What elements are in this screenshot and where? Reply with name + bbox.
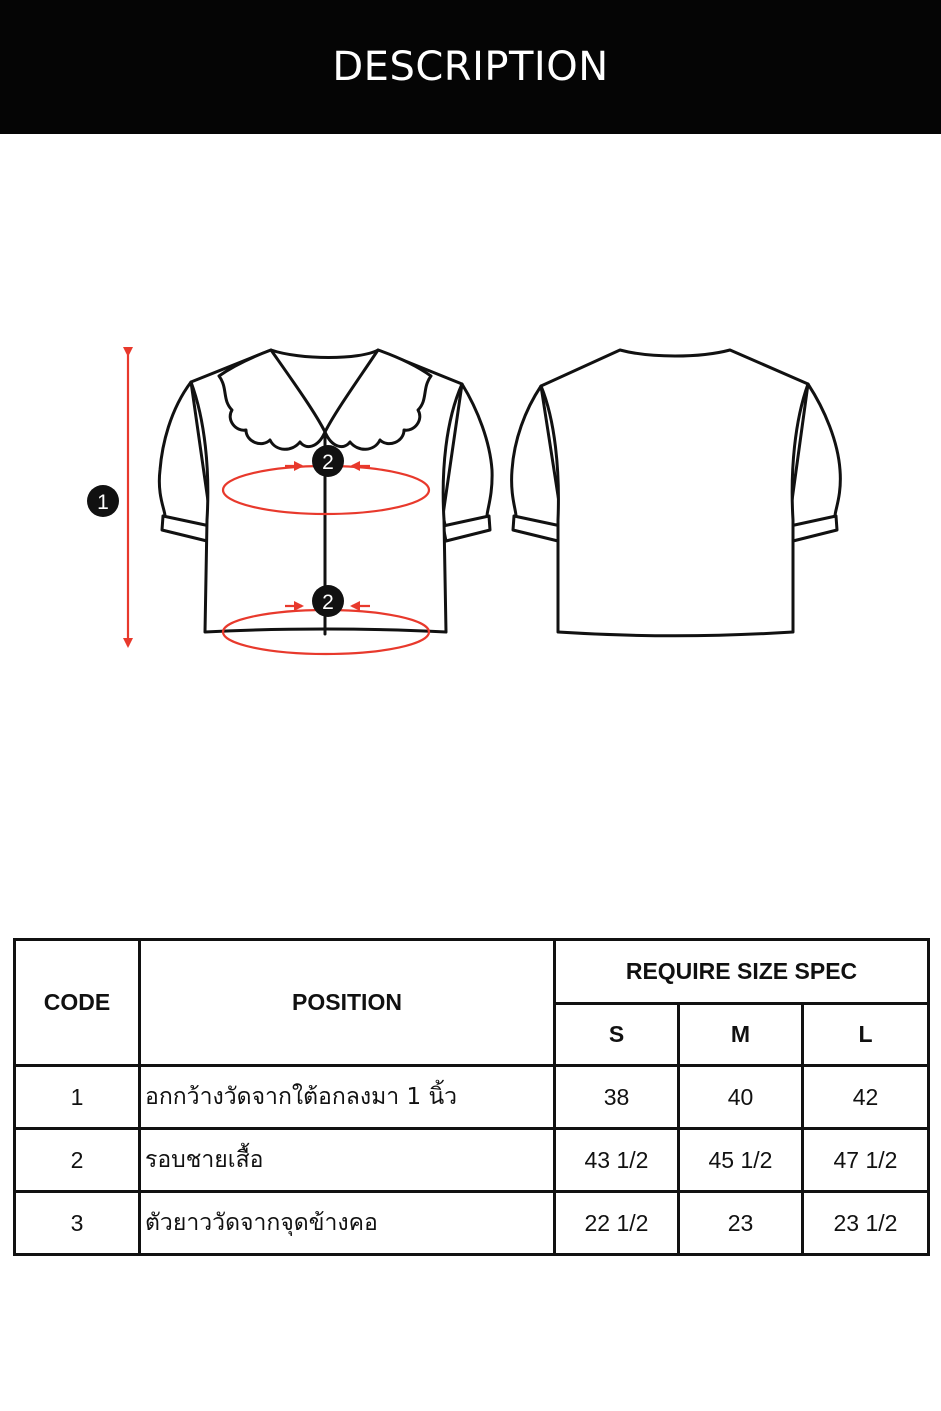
code-header: CODE [15,940,140,1066]
position-cell: ตัวยาววัดจากจุดข้างคอ [140,1192,555,1255]
size-l-cell: 42 [803,1066,929,1129]
position-cell: อกกว้างวัดจากใต้อกลงมา 1 นิ้ว [140,1066,555,1129]
size-m-cell: 45 1/2 [679,1129,803,1192]
length-marker [87,485,119,517]
size-s-cell: 43 1/2 [555,1129,679,1192]
garment-illustration [0,330,941,670]
spec-header: REQUIRE SIZE SPEC [555,940,929,1004]
back-body [541,350,808,636]
table-row [15,1066,929,1129]
code-cell: 2 [15,1129,140,1192]
position-header: POSITION [140,940,555,1066]
size-header-l: L [803,1004,929,1066]
hem-marker-label: 2 [322,591,334,614]
length-marker-label: 1 [97,491,109,514]
size-m-cell: 23 [679,1192,803,1255]
size-l-cell: 23 1/2 [803,1192,929,1255]
size-spec-table [13,938,930,1256]
size-l-cell: 47 1/2 [803,1129,929,1192]
chest-marker-label: 2 [322,451,334,474]
size-s-cell: 38 [555,1066,679,1129]
size-header-m: M [679,1004,803,1066]
page-header [0,0,941,134]
size-m-cell: 40 [679,1066,803,1129]
code-cell: 3 [15,1192,140,1255]
table-row [15,1129,929,1192]
size-s-cell: 22 1/2 [555,1192,679,1255]
table-row [15,1192,929,1255]
hem-marker [312,585,344,617]
position-cell: รอบชายเสื้อ [140,1129,555,1192]
page-title: DESCRIPTION [332,44,609,90]
code-cell: 1 [15,1066,140,1129]
chest-marker [312,445,344,477]
back-blouse-drawing [512,350,841,636]
size-header-s: S [555,1004,679,1066]
